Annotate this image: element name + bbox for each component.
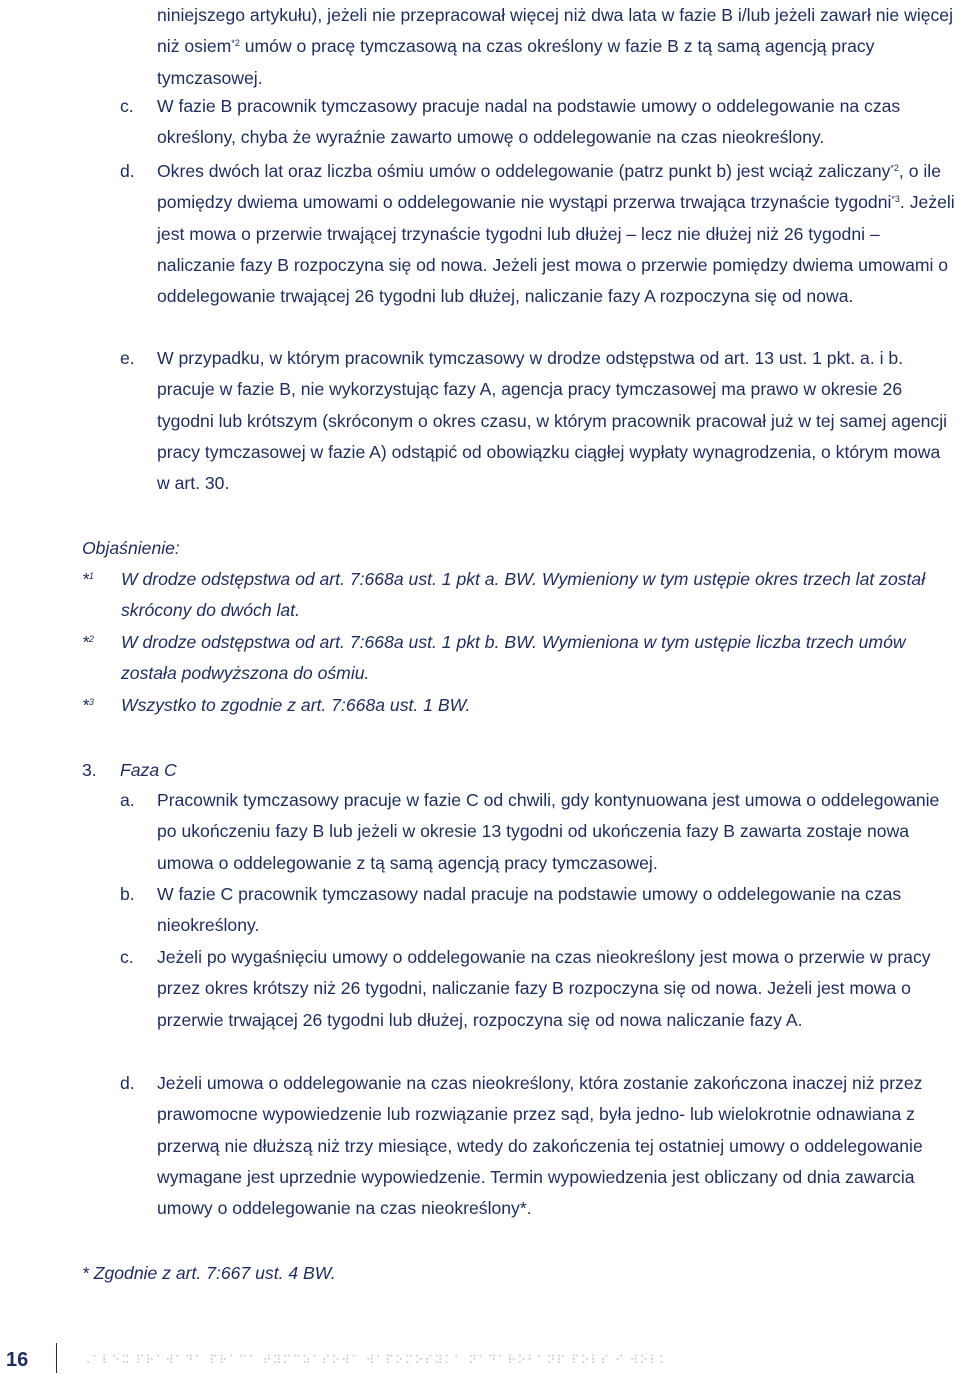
list-item-text: Okres dwóch lat oraz liczba ośmiu umów o oddelegowanie (patrz punkt b) jest wciąż zaliczany [157, 161, 891, 181]
section3-item-a [120, 785, 957, 879]
note-marker: *$^2$ [82, 632, 94, 652]
list-marker: a. [120, 790, 135, 810]
section-number: 3. [82, 760, 97, 780]
list-item-text: W fazie B pracownik tymczasowy pracuje nadal na podstawie umowy o oddelegowanie na czas określony, chyba że wyraźnie zawarto umowę o oddelegowanie na czas nieokreślony. [157, 96, 901, 148]
list-item-text: . Jeżeli jest mowa o przerwie trwającej trzynaście tygodni lub dłużej – lecz nie dłużej niż 26 tygodni – naliczanie fazy B rozpoczyna się od nowa. Jeżeli jest mowa o przerwie pomiędzy dwiema umowami o oddelegowanie trwającej 26 tygodni lub dłużej, naliczanie fazy A rozpoczyna się od nowa. [157, 192, 955, 307]
footer-divider [56, 1343, 57, 1373]
section3-item-d [120, 1068, 957, 1224]
list-item-text: Pracownik tymczasowy pracuje w fazie C od chwili, gdy kontynuowana jest umowa o oddelegowanie po ukończeniu fazy B lub jeżeli w okresie 13 tygodni od ukończenia fazy B zawarta zostaje nowa umowa o oddelegowanie z tą samą agencją pracy tymczasowej. [157, 790, 940, 873]
note-marker: *$^3$ [82, 695, 94, 715]
list-marker: b. [120, 884, 135, 904]
note-text: W drodze odstępstwa od art. 7:668a ust. 1 pkt b. BW. Wymieniona w tym ustępie liczba trzech umów została podwyższona do ośmiu. [121, 632, 906, 684]
list-item-text: W fazie C pracownik tymczasowy nadal pracuje na podstawie umowy o oddelegowanie na czas nieokreślony. [157, 884, 902, 936]
list-item-text: Jeżeli umowa o oddelegowanie na czas nieokreślony, która zostanie zakończona inaczej niż przez prawomocne wypowiedzenie lub rozwiązanie przez sąd, była jedno- lub wielokrotnie odnawiana z przerwą nie dłuższą niż trzy miesiące, wtedy do zakończenia tej ostatniej umowy o oddelegowanie wymagane jest uprzednie wypowiedzenie. Termin wypowiedzenia jest obliczany od dnia zawarcia umowy o oddelegowanie na czas nieokreślony*. [157, 1073, 923, 1219]
footnote-ref: *3 [891, 194, 900, 205]
page-number: 16 [6, 1349, 29, 1371]
list-item-d [120, 156, 957, 312]
section-title: Faza C [120, 760, 177, 780]
list-marker: d. [120, 1073, 135, 1093]
list-item-text: W przypadku, w którym pracownik tymczasowy w drodze odstępstwa od art. 13 ust. 1 pkt. a. i b. pracuje w fazie B, nie wykorzystując fazy A, agencja pracy tymczasowej ma prawo w okresie 26 tygodni lub krótszym (skróconym o okres czasu, w którym pracownik pracował już w tej samej agencji pracy tymczasowej w fazie A) odstąpić od obowiązku ciągłej wypłaty wynagrodzenia, o którym mowa w art. 30. [157, 348, 948, 494]
list-item-text: , o ile pomiędzy dwiema umowami o oddelegowanie nie wystąpi przerwa trwająca trzynaście tygodni [157, 161, 941, 213]
list-marker: d. [120, 161, 135, 181]
braille-strip: ⠠⠁⠇⠑⠭ ⠏⠗⠁⠺⠁⠙⠁ ⠏⠗⠁⠉⠁ ⠞⠽⠍⠉⠵⠁⠎⠕⠺⠁ ⠺⠁⠏⠕⠍⠕⠎⠽⠅⠁ ⠝⠁⠙⠁⠗⠕⠃⠁⠝⠏ ⠏⠕⠇⠎ ⠊ ⠺⠕⠇⠅ [82, 1353, 669, 1367]
explanation-note-1 [82, 564, 931, 627]
section3-item-b [120, 879, 957, 942]
note-text: W drodze odstępstwa od art. 7:668a ust. 1 pkt a. BW. Wymieniony w tym ustępie okres trzech lat został skrócony do dwóch lat. [121, 569, 926, 621]
note-marker: *$^1$ [82, 569, 94, 589]
footnote-ref: *2 [890, 163, 899, 173]
list-marker: c. [120, 947, 134, 967]
list-marker: e. [120, 348, 135, 368]
list-item-text: Jeżeli po wygaśnięciu umowy o oddelegowanie na czas nieokreślony jest mowa o przerwie w pracy przez okres krótszy niż 26 tygodni, naliczanie fazy B rozpoczyna się od nowa. Jeżeli jest mowa o przerwie trwającej 26 tygodni lub dłużej, rozpoczyna się od nowa naliczanie fazy A. [157, 947, 931, 1030]
continuation-text: niniejszego artykułu), jeżeli nie przepracował więcej niż dwa lata w fazie B i/lub jeżeli zawarł nie więcej niż osiem [157, 5, 953, 57]
footnote-ref: *2 [231, 38, 240, 49]
bottom-footnote: * Zgodnie z art. 7:667 ust. 4 BW. [82, 1263, 336, 1283]
explanation-note-2 [82, 627, 931, 690]
explanation-note-3 [82, 690, 931, 721]
note-text: Wszystko to zgodnie z art. 7:668a ust. 1 BW. [121, 695, 471, 715]
list-item-c [120, 91, 957, 154]
list-item-e [120, 343, 957, 499]
list-item-b-continuation [157, 0, 957, 94]
page-footer [0, 1335, 960, 1374]
explanation-heading: Objaśnienie: [82, 538, 180, 558]
list-marker: c. [120, 96, 134, 116]
section3-item-c [120, 942, 957, 1036]
continuation-tail: umów o pracę tymczasową na czas określony w fazie B z tą samą agencją pracy tymczasowej. [157, 36, 875, 88]
